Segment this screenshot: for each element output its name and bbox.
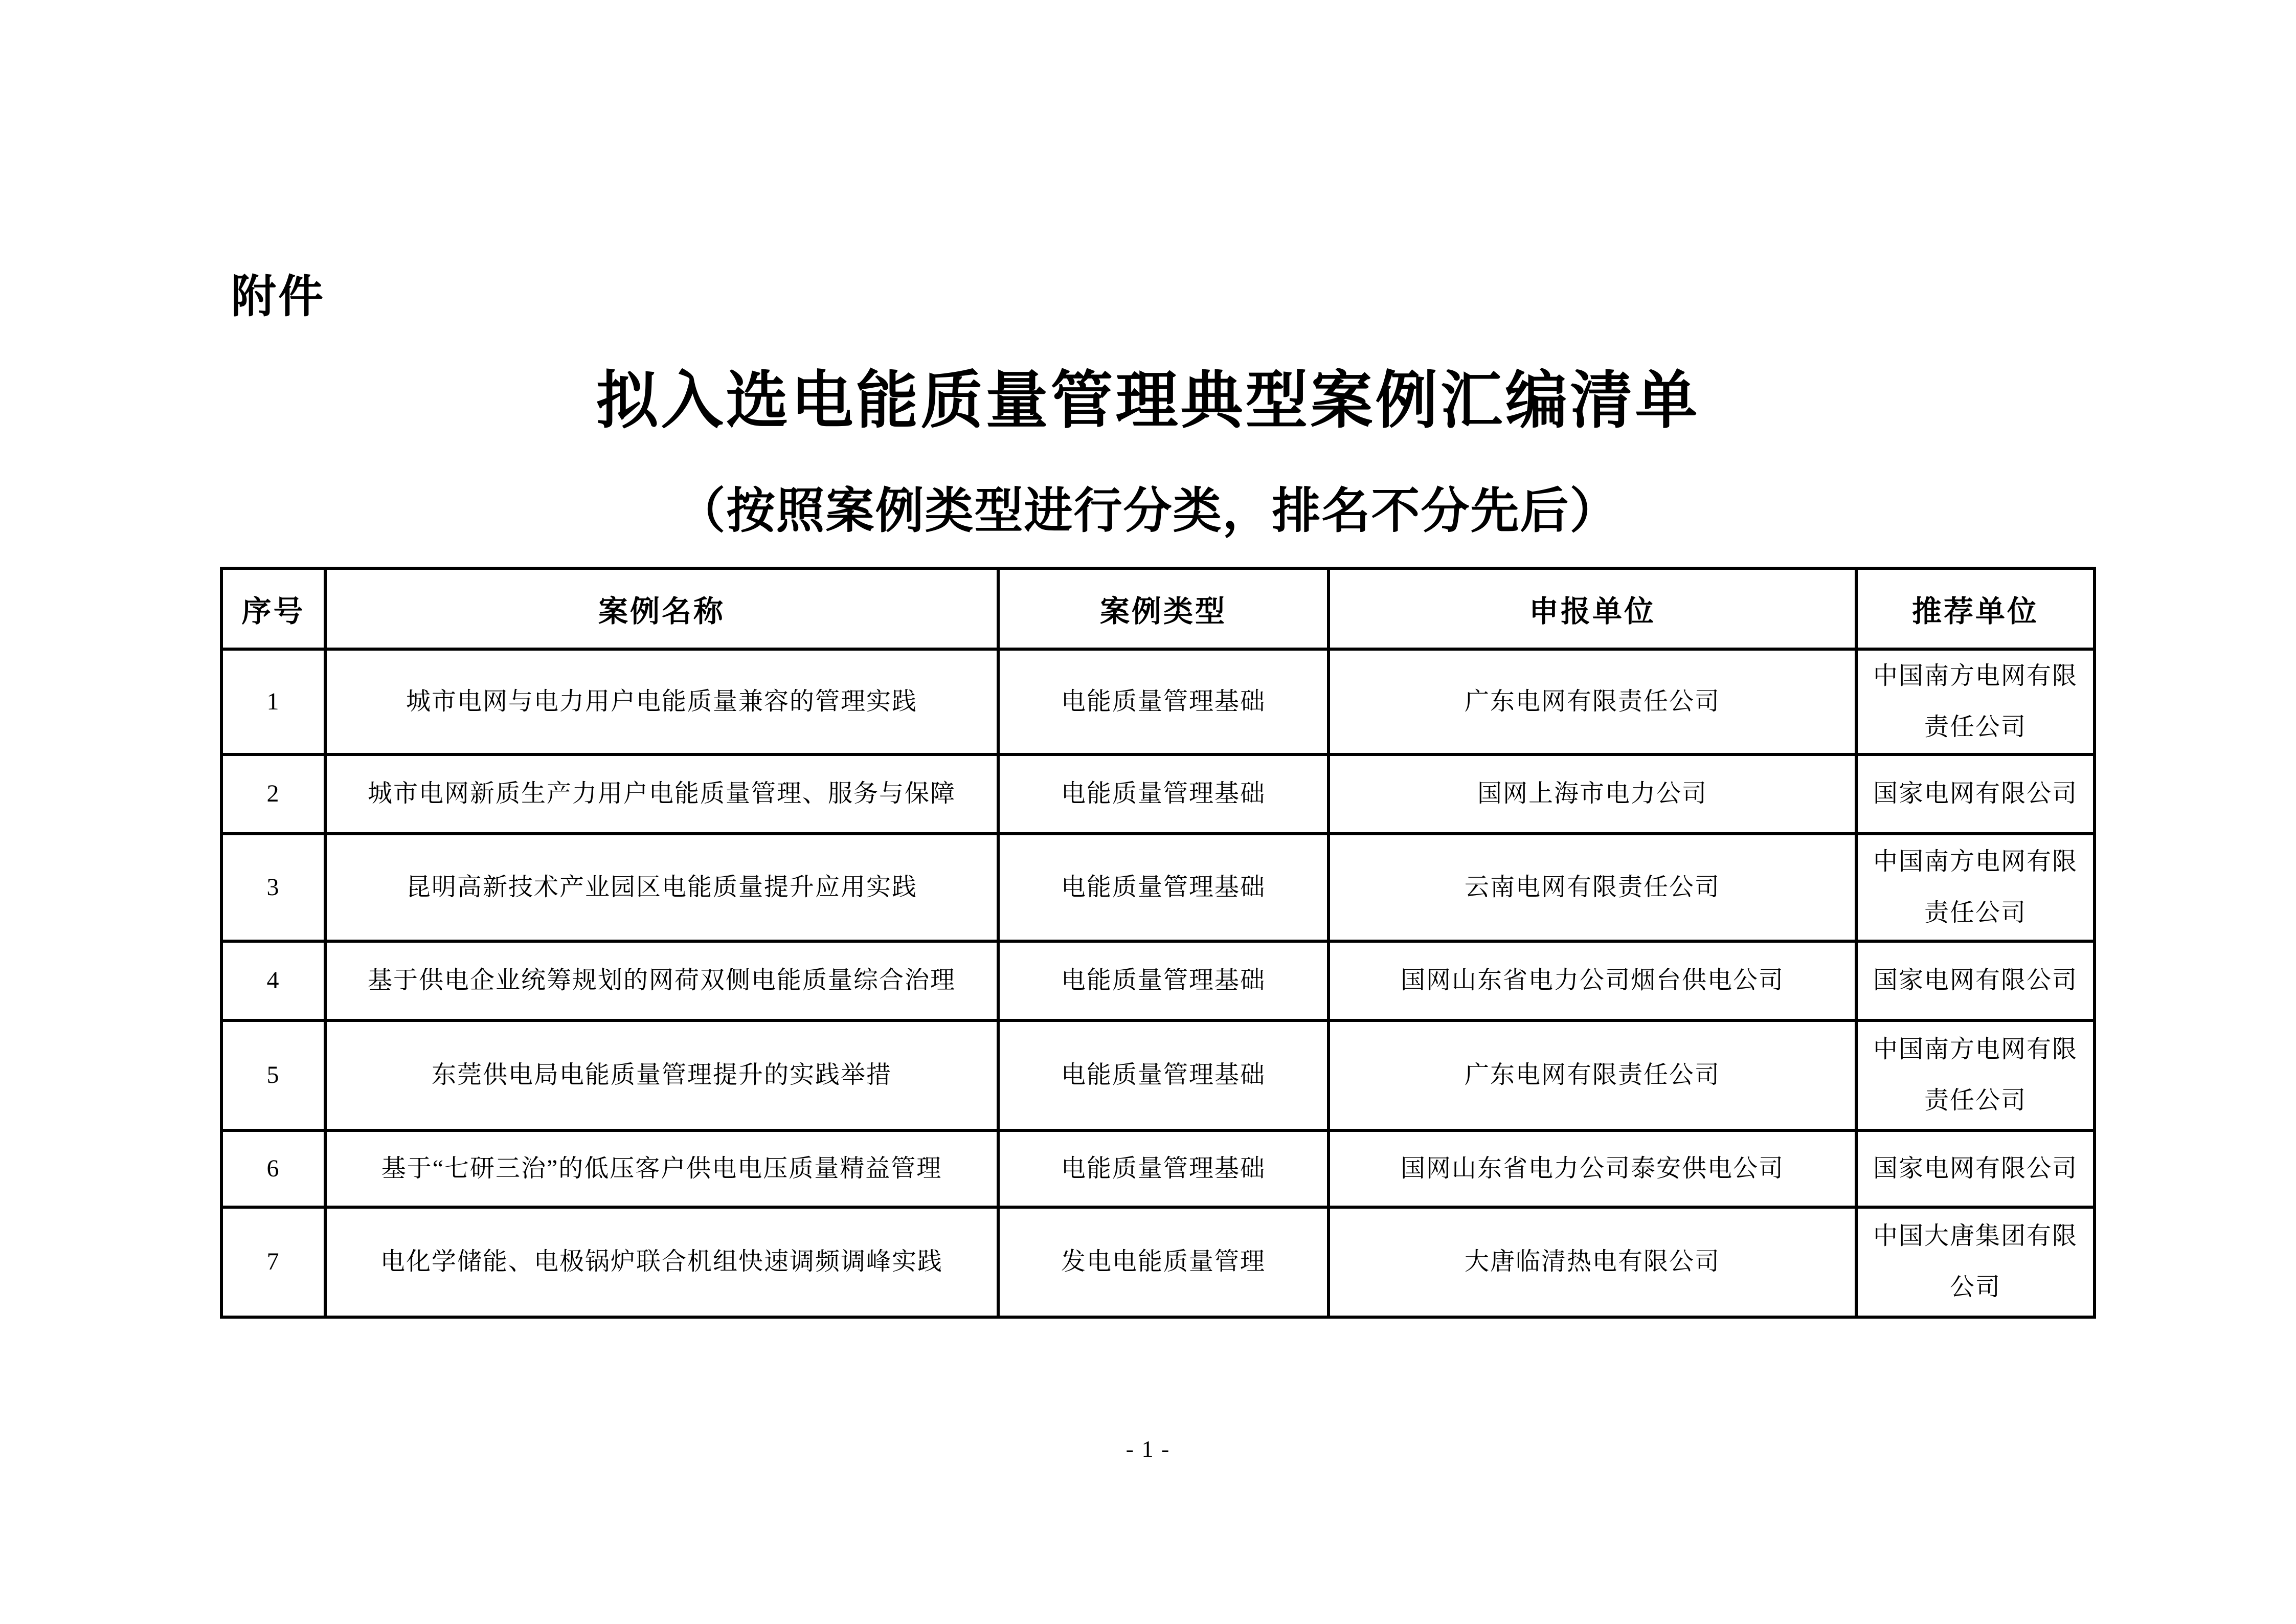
header-case-type: 案例类型 [998,568,1329,649]
table-row [221,834,2095,941]
case-name-cell: 基于“七研三治”的低压客户供电电压质量精益管理 [325,1130,998,1207]
case-type-cell: 电能质量管理基础 [998,754,1329,834]
applicant-cell: 广东电网有限责任公司 [1329,1020,1856,1130]
case-number-cell: 4 [221,941,325,1020]
case-name-cell: 城市电网新质生产力用户电能质量管理、服务与保障 [325,754,998,834]
recommender-cell: 中国大唐集团有限公司 [1856,1207,2095,1317]
recommender-cell: 国家电网有限公司 [1856,941,2095,1020]
case-name-cell: 城市电网与电力用户电能质量兼容的管理实践 [325,649,998,754]
table-row [221,941,2095,1020]
page-subtitle: （按照案例类型进行分类，排名不分先后） [677,484,1619,538]
header-row [221,568,2095,649]
table-row [221,1130,2095,1207]
table-row [221,649,2095,754]
applicant-cell: 广东电网有限责任公司 [1329,649,1856,754]
case-type-cell: 电能质量管理基础 [998,834,1329,941]
applicant-cell: 国网上海市电力公司 [1329,754,1856,834]
recommender-cell: 中国南方电网有限责任公司 [1856,1020,2095,1130]
recommender-cell: 国家电网有限公司 [1856,754,2095,834]
case-name-cell: 电化学储能、电极锅炉联合机组快速调频调峰实践 [325,1207,998,1317]
case-number-cell: 6 [221,1130,325,1207]
header-recommender: 推荐单位 [1856,568,2095,649]
table-row [221,754,2095,834]
applicant-cell: 国网山东省电力公司泰安供电公司 [1329,1130,1856,1207]
case-type-cell: 电能质量管理基础 [998,1130,1329,1207]
case-number-cell: 1 [221,649,325,754]
applicant-cell: 国网山东省电力公司烟台供电公司 [1329,941,1856,1020]
case-name-cell: 基于供电企业统筹规划的网荷双侧电能质量综合治理 [325,941,998,1020]
case-type-cell: 发电电能质量管理 [998,1207,1329,1317]
case-list-table [220,567,2096,1319]
header-applicant: 申报单位 [1329,568,1856,649]
recommender-cell: 中国南方电网有限责任公司 [1856,834,2095,941]
table-header [221,568,2095,649]
case-number-cell: 2 [221,754,325,834]
page-number: - 1 - [1126,1436,1170,1462]
case-number-cell: 3 [221,834,325,941]
attachment-label: 附件 [231,271,326,322]
case-table-body [221,649,2095,1317]
case-number-cell: 7 [221,1207,325,1317]
case-name-cell: 昆明高新技术产业园区电能质量提升应用实践 [325,834,998,941]
applicant-cell: 云南电网有限责任公司 [1329,834,1856,941]
applicant-cell: 大唐临清热电有限公司 [1329,1207,1856,1317]
header-case-number: 序号 [221,568,325,649]
case-name-cell: 东莞供电局电能质量管理提升的实践举措 [325,1020,998,1130]
table-row [221,1020,2095,1130]
case-type-cell: 电能质量管理基础 [998,1020,1329,1130]
case-number-cell: 5 [221,1020,325,1130]
table-row [221,1207,2095,1317]
case-type-cell: 电能质量管理基础 [998,941,1329,1020]
page-title: 拟入选电能质量管理典型案例汇编清单 [596,367,1700,436]
case-type-cell: 电能质量管理基础 [998,649,1329,754]
recommender-cell: 国家电网有限公司 [1856,1130,2095,1207]
recommender-cell: 中国南方电网有限责任公司 [1856,649,2095,754]
header-case-name: 案例名称 [325,568,998,649]
